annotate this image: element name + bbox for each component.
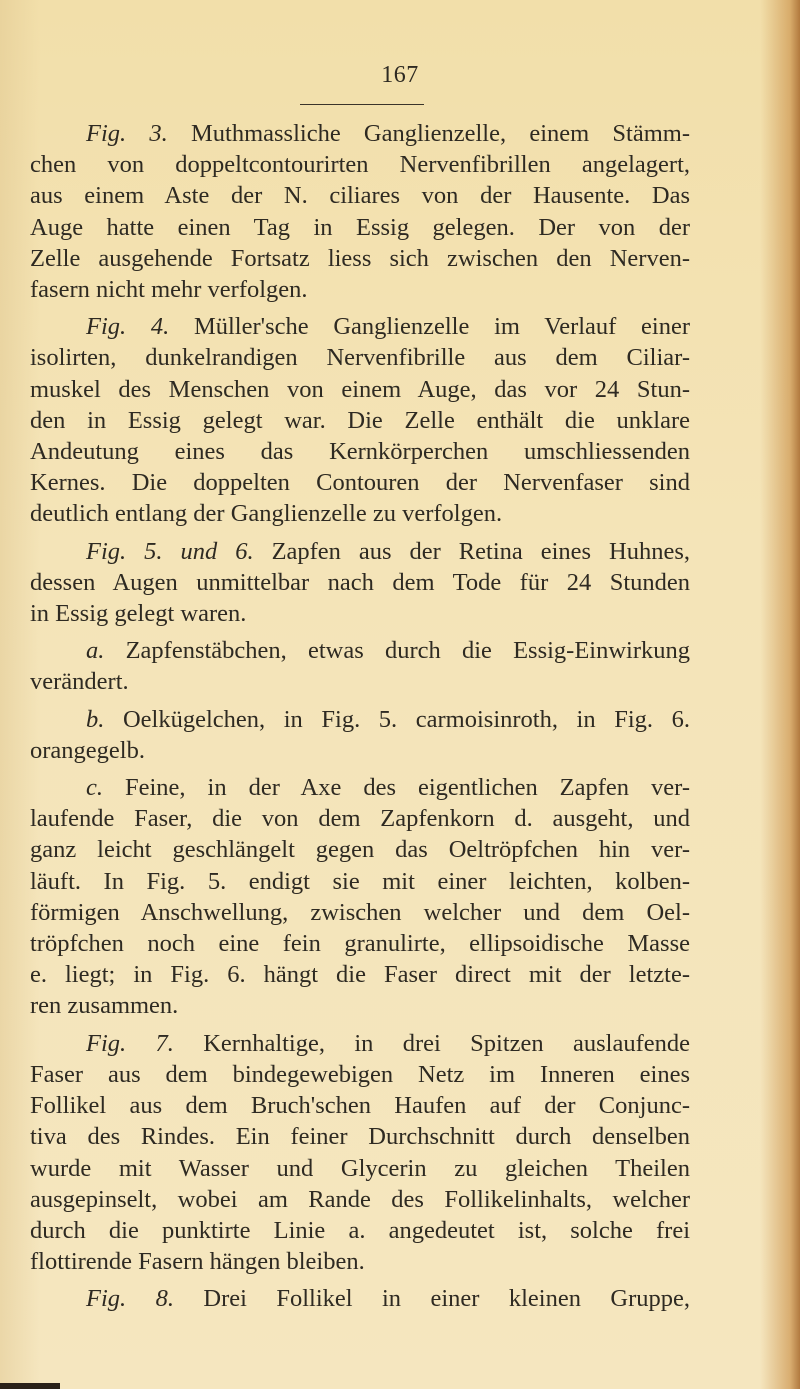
paragraph-item-a: a. Zapfenstäbchen, etwas durch die Essig-Einwirkung verändert.: [30, 637, 691, 696]
figure-label: Fig. 5. und 6.: [86, 537, 254, 565]
page-number: 167: [381, 62, 419, 88]
paragraph-fig8: Fig. 8. Drei Follikel in einer kleinen Gruppe,: [86, 1285, 691, 1313]
page-edge-shadow: [0, 1383, 60, 1389]
paragraph-item-c: c. Feine, in der Axe des eigentlichen Zapfen ver- laufende Faser, die von dem Zapfenkorn d. ausgeht, und ganz leicht geschlängelt gegen das Oeltröpfchen hin ver- läuft. In Fig. 5. endigt sie mit einer leichten, kolben- förmigen Anschwellung, zwischen welcher und dem Oel- tröpfchen noch eine fein granulirte, ellipsoidische Masse e. liegt; in Fig. 6. hängt die Faser direct mit der letzte- ren zusammen.: [30, 774, 691, 1020]
figure-label: Fig. 7.: [86, 1029, 174, 1057]
item-label: c.: [86, 774, 103, 802]
item-label: b.: [86, 705, 105, 733]
paragraph-fig5-6: Fig. 5. und 6. Zapfen aus der Retina eines Huhnes, dessen Augen unmittelbar nach dem Tode für 24 Stunden in Essig gelegt waren.: [30, 537, 691, 628]
figure-label: Fig. 4.: [86, 313, 170, 341]
figure-label: Fig. 8.: [86, 1285, 174, 1313]
item-label: a.: [86, 637, 105, 665]
paragraph-fig4: Fig. 4. Müller'sche Ganglienzelle im Verlauf einer isolirten, dunkelrandigen Nervenfibrille aus dem Ciliar- muskel des Menschen von einem Auge, das vor 24 Stun- den in Essig gelegt war. Die Zelle enthält die unklare Andeutung eines das Kernkörperchen umschliessenden Kernes. Die doppelten Contouren der Nervenfaser sind deutlich entlang der Ganglienzelle zu verfolgen.: [30, 313, 690, 528]
page-body: [30, 118, 690, 1321]
paragraph-fig3: Fig. 3. Muthmassliche Ganglienzelle, einem Stämm- chen von doppeltcontourirten Nervenfibrillen angelagert, aus einem Aste der N. ciliares von der Hausente. Das Auge hatte einen Tag in Essig gelegen. Der von der Zelle ausgehende Fortsatz liess sich zwischen den Nerven- fasern nicht mehr verfolgen.: [30, 120, 691, 304]
paragraph-item-b: b. Oelkügelchen, in Fig. 5. carmoisinroth, in Fig. 6. orangegelb.: [30, 705, 690, 764]
figure-label: Fig. 3.: [86, 120, 168, 147]
header-rule: [300, 104, 424, 105]
paragraph-fig7: Fig. 7. Kernhaltige, in drei Spitzen auslaufende Faser aus dem bindegewebigen Netz im Inneren eines Follikel aus dem Bruch'schen Haufen auf der Conjunc- tiva des Rindes. Ein feiner Durchschnitt durch denselben wurde mit Wasser und Glycerin zu gleichen Theilen ausgepinselt, wobei am Rande des Follikelinhalts, welcher durch die punktirte Linie a. angedeutet ist, solche frei flottirende Fasern hängen bleiben.: [30, 1029, 690, 1276]
